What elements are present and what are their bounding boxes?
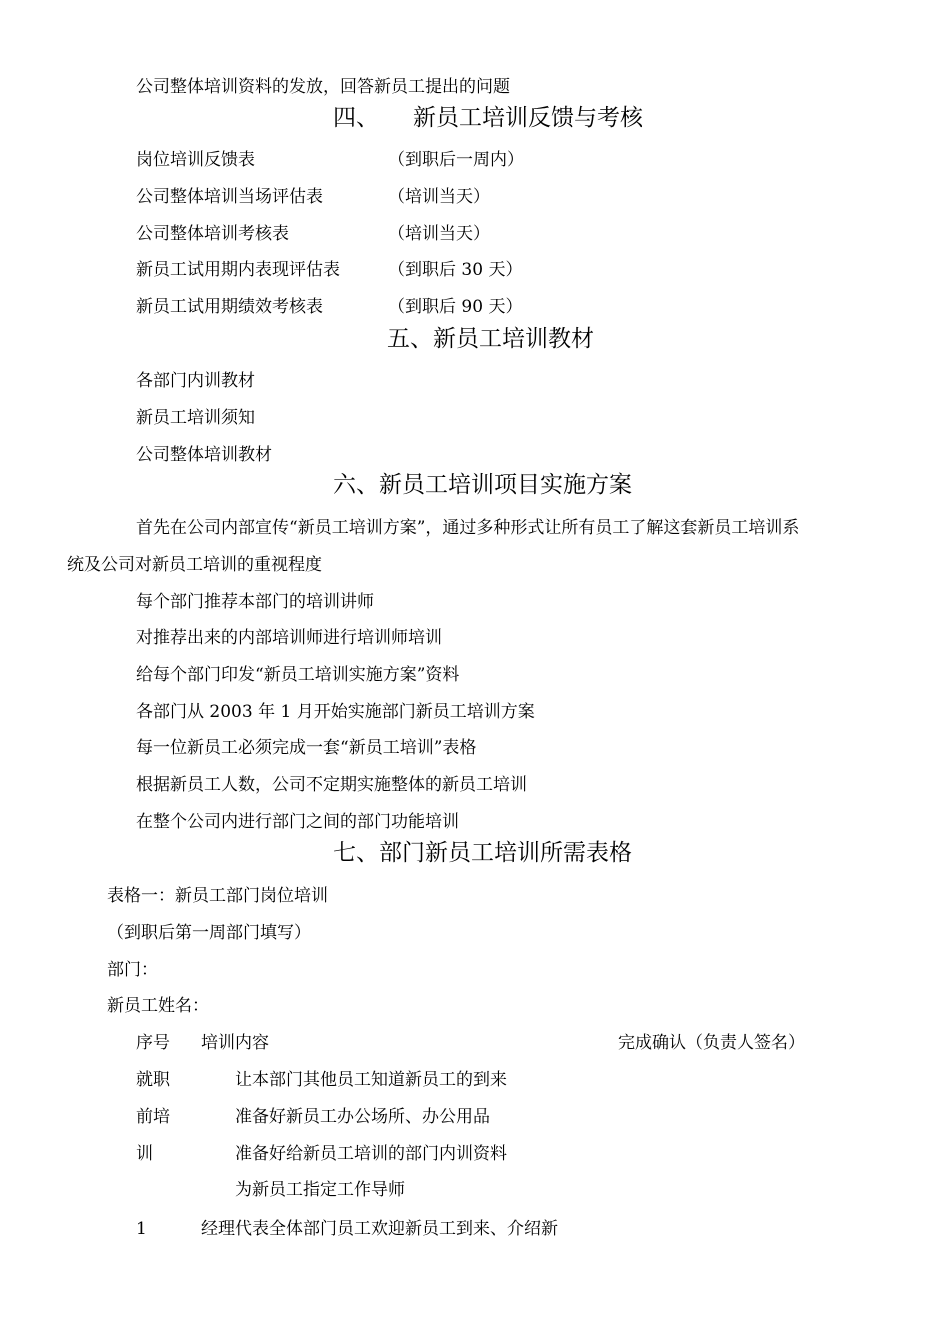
plan-item: 给每个部门印发“新员工培训实施方案”资料	[136, 665, 460, 685]
pre-training-label: 就职	[136, 1070, 170, 1090]
section4-heading-number: 四、	[333, 105, 379, 131]
row-seq: 1	[136, 1219, 147, 1239]
feedback-item-name: 新员工试用期内表现评估表	[136, 260, 340, 280]
employee-name-label: 新员工姓名：	[107, 996, 209, 1016]
plan-paragraph-line2: 统及公司对新员工培训的重视程度	[67, 555, 322, 575]
plan-paragraph-line1: 首先在公司内部宣传“新员工培训方案”，通过多种形式让所有员工了解这套新员工培训系	[136, 518, 800, 538]
feedback-item-name: 公司整体培训考核表	[136, 224, 289, 244]
section4-heading: 新员工培训反馈与考核	[413, 105, 643, 131]
feedback-item-time: （培训当天）	[388, 187, 490, 207]
feedback-item-time: （到职后 30 天）	[388, 260, 523, 280]
feedback-item-name: 公司整体培训当场评估表	[136, 187, 323, 207]
plan-item: 根据新员工人数，公司不定期实施整体的新员工培训	[136, 775, 527, 795]
pre-training-item: 准备好新员工办公场所、办公用品	[235, 1107, 490, 1127]
material-item: 公司整体培训教材	[136, 445, 272, 465]
plan-item: 对推荐出来的内部培训师进行培训师培训	[136, 628, 442, 648]
plan-item: 各部门从 2003 年 1 月开始实施部门新员工培训方案	[136, 702, 535, 722]
pre-training-label: 前培	[136, 1107, 170, 1127]
material-item: 新员工培训须知	[136, 408, 255, 428]
plan-item: 每个部门推荐本部门的培训讲师	[136, 592, 374, 612]
intro-line: 公司整体培训资料的发放，回答新员工提出的问题	[136, 77, 510, 97]
feedback-item-name: 新员工试用期绩效考核表	[136, 297, 323, 317]
table-header-content: 培训内容	[201, 1033, 269, 1053]
plan-item: 每一位新员工必须完成一套“新员工培训”表格	[136, 738, 477, 758]
table-header-confirm: 完成确认（负责人签名）	[618, 1033, 805, 1053]
feedback-item-time: （培训当天）	[388, 224, 490, 244]
section7-heading: 七、部门新员工培训所需表格	[333, 840, 632, 866]
feedback-item-time: （到职后一周内）	[388, 150, 524, 170]
section6-heading: 六、新员工培训项目实施方案	[333, 472, 632, 498]
pre-training-label: 训	[136, 1144, 153, 1164]
pre-training-item: 为新员工指定工作导师	[235, 1180, 405, 1200]
pre-training-item: 让本部门其他员工知道新员工的到来	[235, 1070, 507, 1090]
feedback-item-name: 岗位培训反馈表	[136, 150, 255, 170]
department-label: 部门：	[107, 960, 158, 980]
section5-heading: 五、新员工培训教材	[387, 326, 594, 352]
form-title: 表格一：新员工部门岗位培训	[107, 886, 328, 906]
plan-item: 在整个公司内进行部门之间的部门功能培训	[136, 812, 459, 832]
row-content: 经理代表全体部门员工欢迎新员工到来、介绍新	[201, 1219, 558, 1239]
pre-training-item: 准备好给新员工培训的部门内训资料	[235, 1144, 507, 1164]
material-item: 各部门内训教材	[136, 371, 255, 391]
table-header-seq: 序号	[136, 1033, 170, 1053]
feedback-item-time: （到职后 90 天）	[388, 297, 523, 317]
form-note: （到职后第一周部门填写）	[107, 923, 311, 943]
